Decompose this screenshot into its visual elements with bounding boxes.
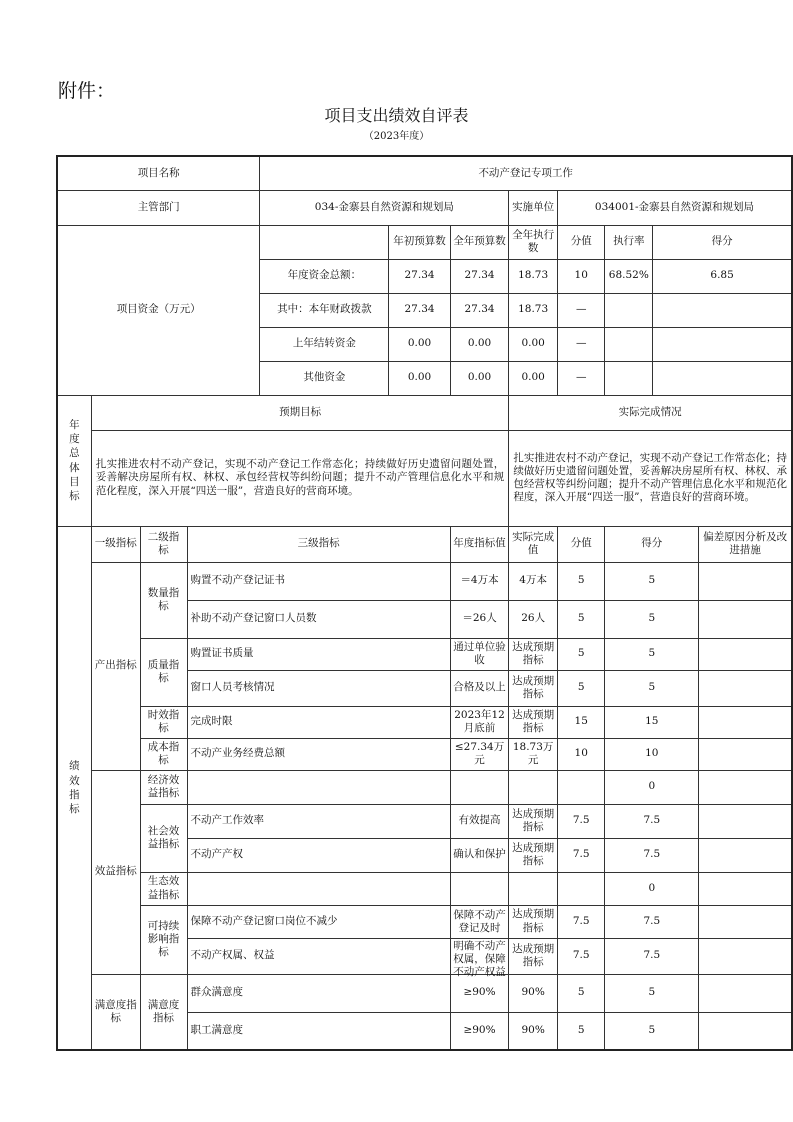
funds-row-name: 其他资金 [260,361,389,395]
indicator-row [57,738,792,770]
level2-cell: 满意度指标 [140,974,187,1050]
level3-cell: 窗口人员考核情况 [187,670,450,706]
note-cell [699,804,792,838]
target-cell: ≤27.34万元 [450,738,509,770]
note-cell [699,638,792,670]
value-cell: 5 [557,600,604,638]
funds-cell [605,327,653,361]
indicator-header: 三级指标 [187,526,450,562]
funds-cell [605,361,653,395]
value-cell: 5 [557,974,604,1012]
actual-cell: 26人 [509,600,558,638]
level1-cell: 满意度指标 [91,974,140,1050]
indicator-row [57,770,792,804]
expected-goal-label: 预期目标 [91,395,508,430]
note-cell [699,938,792,974]
funds-header: 全年执行数 [509,225,558,259]
score-cell: 5 [605,1012,699,1050]
level3-cell [187,770,450,804]
expected-goal-text: 扎实推进农村不动产登记，实现不动产登记工作常态化；持续做好历史遗留问题处置，妥善解决房屋所有权、林权、承包经营权等纠纷问题；提升不动产管理信息化水平和规范化程度，深入开展“四送一服”，营造良好的营商环境。 [91,430,508,526]
score-cell: 7.5 [605,838,699,872]
funds-cell [653,293,792,327]
note-cell [699,600,792,638]
score-cell: 7.5 [605,804,699,838]
evaluation-table [56,155,793,1051]
level3-cell: 不动产产权 [187,838,450,872]
score-cell: 0 [605,872,699,905]
actual-cell: 达成预期指标 [509,670,558,706]
level3-cell: 不动产权属、权益 [187,938,450,974]
goals-label: 年度总体目标 [57,395,91,526]
target-cell: 保障不动产登记及时 [450,905,509,938]
funds-header: 分值 [557,225,604,259]
target-cell: ≥90% [450,974,509,1012]
funds-cell: 27.34 [450,293,509,327]
impl-label: 实施单位 [509,190,558,225]
indicator-row [57,905,792,938]
goals-header-row [57,395,792,430]
page-subtitle: （2023年度） [363,131,430,142]
value-cell: 7.5 [557,838,604,872]
funds-cell: 0.00 [509,361,558,395]
score-cell: 7.5 [605,938,699,974]
target-cell: ＝26人 [450,600,509,638]
score-cell: 5 [605,670,699,706]
note-cell [699,872,792,905]
indicators-label: 绩效指标 [57,526,91,1050]
funds-cell: 0.00 [389,327,450,361]
funds-cell: 0.00 [450,327,509,361]
score-cell: 5 [605,562,699,600]
dept-value: 034-金寨县自然资源和规划局 [260,190,509,225]
level2-cell: 质量指标 [140,638,187,706]
impl-value: 034001-金寨县自然资源和规划局 [557,190,792,225]
indicator-row [57,638,792,670]
note-cell [699,1012,792,1050]
score-cell: 5 [605,600,699,638]
indicator-header: 得分 [605,526,699,562]
indicator-header: 分值 [557,526,604,562]
value-cell: 5 [557,670,604,706]
level3-cell: 购置证书质量 [187,638,450,670]
value-cell: 7.5 [557,804,604,838]
funds-cell: 27.34 [389,293,450,327]
funds-cell: — [557,327,604,361]
level3-cell: 不动产业务经费总额 [187,738,450,770]
funds-header: 全年预算数 [450,225,509,259]
target-cell: ≥90% [450,1012,509,1050]
target-cell [450,770,509,804]
actual-cell: 达成预期指标 [509,838,558,872]
funds-cell [653,361,792,395]
actual-cell: 达成预期指标 [509,706,558,738]
funds-cell: 0.00 [389,361,450,395]
actual-cell: 达成预期指标 [509,638,558,670]
funds-cell: 10 [557,259,604,293]
funds-cell: 27.34 [389,259,450,293]
target-cell [450,872,509,905]
actual-cell: 18.73万元 [509,738,558,770]
note-cell [699,974,792,1012]
project-label: 项目名称 [57,156,260,190]
actual-cell: 达成预期指标 [509,804,558,838]
funds-cell: — [557,361,604,395]
funds-cell: 0.00 [509,327,558,361]
page-title: 项目支出绩效自评表 [324,106,469,125]
note-cell [699,738,792,770]
funds-cell: 6.85 [653,259,792,293]
goals-content-row [57,430,792,526]
value-cell: 7.5 [557,938,604,974]
note-cell [699,838,792,872]
funds-header: 年初预算数 [389,225,450,259]
level3-cell: 完成时限 [187,706,450,738]
attachment-label: 附件： [58,80,116,102]
indicator-row [57,706,792,738]
level3-cell: 购置不动产登记证书 [187,562,450,600]
level2-cell: 时效指标 [140,706,187,738]
score-cell: 7.5 [605,905,699,938]
level3-cell [187,872,450,905]
funds-cell: 0.00 [450,361,509,395]
value-cell: 5 [557,1012,604,1050]
note-cell [699,905,792,938]
level2-cell: 数量指标 [140,562,187,638]
target-cell: 有效提高 [450,804,509,838]
funds-row-name: 年度资金总额： [260,259,389,293]
actual-cell [509,872,558,905]
level2-cell: 可持续影响指标 [140,905,187,974]
note-cell [699,670,792,706]
actual-cell: 达成预期指标 [509,905,558,938]
value-cell [557,872,604,905]
indicator-header: 一级指标 [91,526,140,562]
indicator-row [57,804,792,838]
level3-cell: 群众满意度 [187,974,450,1012]
score-cell: 15 [605,706,699,738]
indicator-row [57,974,792,1012]
dept-label: 主管部门 [57,190,260,225]
target-cell: 2023年12月底前 [450,706,509,738]
funds-cell [653,327,792,361]
score-cell: 5 [605,974,699,1012]
level3-cell: 不动产工作效率 [187,804,450,838]
value-cell [557,770,604,804]
note-cell [699,706,792,738]
funds-cell: — [557,293,604,327]
level3-cell: 保障不动产登记窗口岗位不减少 [187,905,450,938]
indicator-header: 二级指标 [140,526,187,562]
actual-goal-text: 扎实推进农村不动产登记，实现不动产登记工作常态化；持续做好历史遗留问题处置，妥善解决房屋所有权、林权、承包经营权等纠纷问题；提升不动产管理信息化水平和规范化程度，深入开展“四送一服”，营造良好的营商环境。 [509,430,792,526]
indicator-header-row [57,526,792,562]
level3-cell: 补助不动产登记窗口人员数 [187,600,450,638]
value-cell: 5 [557,562,604,600]
note-cell [699,562,792,600]
project-value: 不动产登记专项工作 [260,156,792,190]
level2-cell: 成本指标 [140,738,187,770]
score-cell: 5 [605,638,699,670]
value-cell: 7.5 [557,905,604,938]
target-cell: 通过单位验收 [450,638,509,670]
actual-cell: 达成预期指标 [509,938,558,974]
funds-cell [605,293,653,327]
indicator-row [57,872,792,905]
actual-cell [509,770,558,804]
level3-cell: 职工满意度 [187,1012,450,1050]
score-cell: 10 [605,738,699,770]
level2-cell: 生态效益指标 [140,872,187,905]
indicator-header: 实际完成值 [509,526,558,562]
level1-cell: 产出指标 [91,562,140,770]
level2-cell: 经济效益指标 [140,770,187,804]
value-cell: 15 [557,706,604,738]
funds-row-name: 其中：本年财政拨款 [260,293,389,327]
funds-header-row [57,225,792,259]
score-cell: 0 [605,770,699,804]
funds-cell: 68.52% [605,259,653,293]
level2-cell: 社会效益指标 [140,804,187,872]
dept-row [57,190,792,225]
funds-cell: 18.73 [509,259,558,293]
target-cell: 明确不动产权属，保障不动产权益 [450,938,509,974]
level1-cell: 效益指标 [91,770,140,974]
funds-header: 得分 [653,225,792,259]
funds-header: 执行率 [605,225,653,259]
note-cell [699,770,792,804]
actual-cell: 4万本 [509,562,558,600]
indicator-row [57,562,792,600]
value-cell: 10 [557,738,604,770]
actual-cell: 90% [509,1012,558,1050]
actual-cell: 90% [509,974,558,1012]
target-cell: 确认和保护 [450,838,509,872]
funds-cell: 18.73 [509,293,558,327]
funds-cell: 27.34 [450,259,509,293]
target-cell: 合格及以上 [450,670,509,706]
indicator-header: 偏差原因分析及改进措施 [699,526,792,562]
target-cell: ＝4万本 [450,562,509,600]
indicator-header: 年度指标值 [450,526,509,562]
funds-blank [260,225,389,259]
funds-label: 项目资金（万元） [57,225,260,395]
value-cell: 5 [557,638,604,670]
actual-goal-label: 实际完成情况 [509,395,792,430]
funds-row-name: 上年结转资金 [260,327,389,361]
project-row [57,156,792,190]
